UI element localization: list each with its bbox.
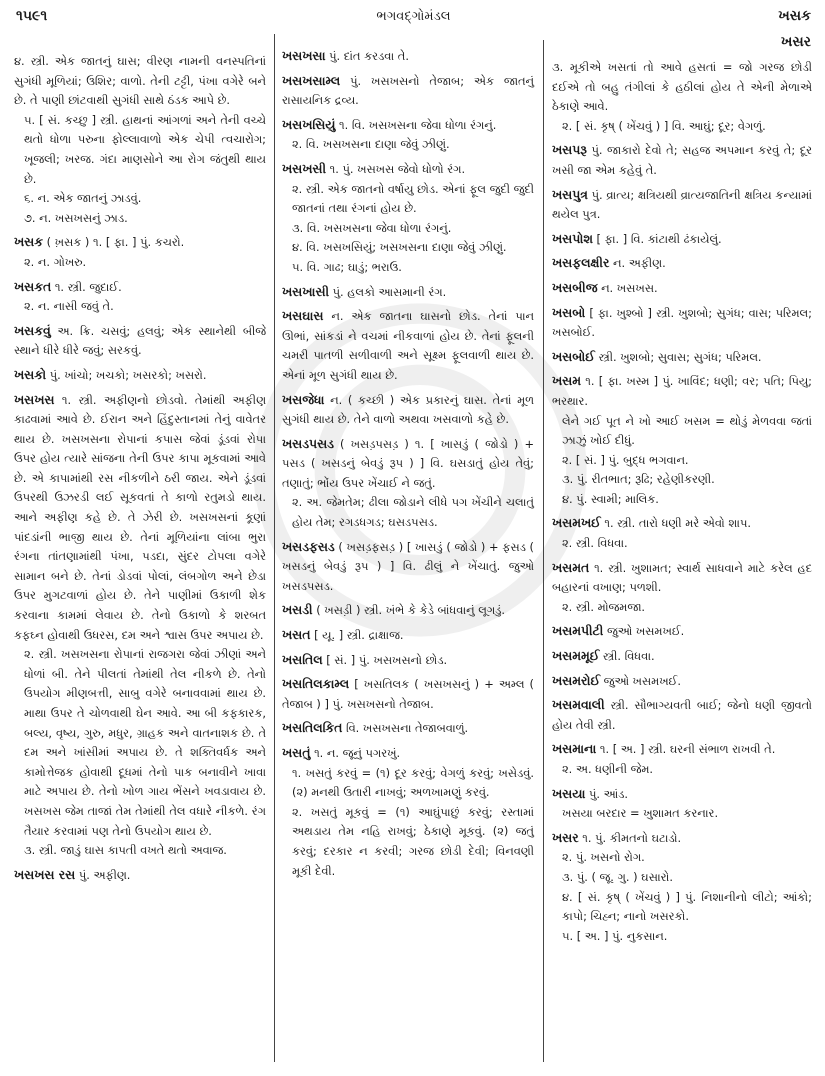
headword: ખસમવાલી <box>552 697 605 713</box>
headword: ખસડફસડ <box>282 538 335 554</box>
dictionary-entry <box>552 185 812 225</box>
dictionary-entry <box>14 865 266 886</box>
entry-definition <box>282 674 534 714</box>
headword: ખસપરૂ <box>552 142 587 158</box>
entry-sense <box>552 117 812 137</box>
entry-sense <box>282 803 534 881</box>
headword: ખસમરોઈ <box>552 672 601 688</box>
entry-definition <box>282 115 534 136</box>
headword: ખસઘાસ <box>282 308 324 324</box>
definition-text: [ ફા. ] વિ. કાંટાથી ઢંકાયેલું. <box>596 231 722 246</box>
headword: ખસપોશ <box>552 230 593 246</box>
dictionary-entry <box>282 390 534 430</box>
dictionary-entry <box>282 718 534 739</box>
dictionary-entry <box>282 71 534 111</box>
entry-sense <box>282 764 534 803</box>
definition-text: ૨. ન. નાસી જવું તે. <box>24 299 114 314</box>
entry-sense <box>552 490 812 510</box>
entry-definition <box>552 621 812 642</box>
headword: ખસતિલકામ્લ <box>282 676 350 692</box>
definition-text: ૨. ખસતું મૂકવું = (૧) આઘુંપાછું કરવું; રસ્તામાં અથડાય તેમ નહિ રાખવું; ઠેકાણે મૂકવું. (૨) જતું કરવું; દરકાર ન કરવી; ગરજ છોડી દેવી; વિનવણી મૂકી દેવી. <box>292 804 534 878</box>
definition-text: ૧. સ્ત્રી. અફીણનો છોડવો. તેમાંથી અફીણ કાઢવામાં આવે છે. ઈરાન અને હિંદુસ્તાનમાં તેનું વાવેતર થાય છે. ખસખસના રોપાનાં કપાસ જેવાં ડૂંડવાં રોપા ઉપર હોય ત્યારે સાંજના તેની ઉપર કાપા મૂકવામાં આવે છે. એ કાપામાંથી રસ નીકળીને ઠરી જાય. એને ડૂંડવાં ઉપરથી ઉઝરડી લઈ સૂકવતાં તે કાળો રતુમડો થાય. આને અફીણ કહે છે. તે ઝેરી છે. ખસખસનાં કૂણાં પાંદડાંની ભાજી થાય છે. તેનાં મૂળિયાંના લાંબા ભુરા રંગના તાંતણામાંથી પંખા, પડદા, સુંદર ટોપલા વગેરે સામાન બને છે. તેનાં ડોડવાં પોલાં, લંબગોળ અને છેડા ઉપર મુગટવાળાં હોય છે. તેને પાણીમાં ઉકાળી શેક કરવાના કામમાં લેવાય છે. તેનો ઉકાળો કે શરબત કફઘ્ન હોવાથી ઉધરસ, દમ અને શ્વાસ ઉપર અપાય છે. <box>14 392 266 642</box>
headword: ખસકો <box>14 366 47 382</box>
dictionary-entry <box>552 558 812 618</box>
definition-text: ૫. [ અ. ] પું. નુકસાન. <box>562 928 668 943</box>
definition-text: પું. અફીણ. <box>78 867 131 882</box>
entry-sense <box>282 180 534 219</box>
dictionary-entry <box>14 390 266 861</box>
dictionary-entry <box>282 46 534 67</box>
entry-definition <box>552 558 812 598</box>
entry-definition <box>282 537 534 597</box>
entry-definition <box>552 695 812 735</box>
dictionary-entry <box>282 434 534 533</box>
headword: ખસતિલકિત <box>282 720 343 736</box>
page-header <box>16 6 811 26</box>
entry-definition <box>14 365 266 386</box>
entry-sense <box>552 848 812 868</box>
entry-definition <box>14 52 266 111</box>
entry-definition <box>14 321 266 361</box>
definition-text: ૧. ખસતું કરવું = (૧) દૂર કરવું; વેગળું કરવું; ખસેડવું. (૨) મનથી ઉતારી નાખવું; અળખામણું કરવું. <box>292 765 534 800</box>
dictionary-entry <box>282 282 534 303</box>
entry-sense <box>282 493 534 532</box>
headword: ખસયા <box>552 785 586 801</box>
entry-sense <box>552 868 812 888</box>
headword: ખસપુત્ર <box>552 186 588 202</box>
entry-definition <box>552 739 812 760</box>
entry-definition <box>552 371 812 411</box>
column-divider <box>274 34 275 1062</box>
definition-text: ૨. સ્ત્રી. ખસખસના રોપાનાં રાજગરા જેવાં ઝીણાં અને ધોળાં બી. તેને પીલતાં તેમાંથી તેલ નીકળે છે. તેનો ઉપયોગ મીણબત્તી, સાબુ વગેરે બનાવવામાં થાય છે. માથા ઉપર તે ચોળવાથી ઘેન આવે. આ બી કફકારક, બલ્ય, વૃષ્ય, ગુરુ, મધુર, ગ્રાહક અને વાતનાશક છે. તે દમ અને ખાંસીમાં અપાય છે. તે શક્તિવર્ધક અને કામોત્તેજક હોવાથી દૂધમાં તેનો પાક બનાવીને ખાવા માટે અપાય છે. તેનો ખોળ ગાય ભેંસને ખવડાવાય છે. ખસખસ જેમ તાજાં તેમ તેમાંથી તેલ વધારે નીકળે. રંગ તૈયાર કરવામાં પણ તેનો ઉપયોગ થાય છે. <box>24 647 266 838</box>
entry-definition <box>552 229 812 250</box>
guide-word-start: ખસક <box>778 8 811 24</box>
definition-text: પું. વ્રાત્ય; ક્ષત્રિયથી વ્રાત્યજાતિની ક્ષત્રિય કન્યામાં થયેલ પુત્ર. <box>552 187 812 222</box>
definition-text: ૨. અ. જેમતેમ; ઢીલા જોડાને લીધે પગ ખેંચીને ચલાતું હોય તેમ; રગડધગડ; ઘસડપસડ. <box>292 495 534 530</box>
entry-sense <box>552 927 812 947</box>
headword: ખસજેધા <box>282 391 325 407</box>
entry-definition <box>14 277 266 298</box>
dictionary-entry <box>552 513 812 553</box>
definition-text: સ્ત્રી. વિધવા. <box>602 649 655 664</box>
definition-text: પું. આંડ. <box>589 786 629 801</box>
definition-text: ૫. વિ. ગાઢ; ઘાડું; ભરાઉ. <box>292 259 402 274</box>
entry-definition <box>552 646 812 667</box>
definition-text: ૨. સ્ત્રી. વિધવા. <box>562 536 628 551</box>
headword: ખસમ <box>552 373 581 389</box>
dictionary-entry <box>552 784 812 824</box>
column-divider <box>543 40 544 1062</box>
definition-text: ૩. મૂકીએ ખસતાં તો આવે હસતાં = જો ગરજ છોડી દઈએ તો બહુ તંગીલાં કે હઠીલાં હોય તે એની મેળાએ ઠેકાણે આવે. <box>552 60 812 114</box>
entry-sense <box>14 841 266 861</box>
entry-sense <box>282 135 534 155</box>
dictionary-entry <box>282 743 534 881</box>
dictionary-entry <box>552 229 812 250</box>
headword: ખસફલક્ષીર <box>552 255 610 271</box>
entry-definition <box>282 71 534 111</box>
headword: ખસત <box>282 627 311 643</box>
definition-text: લેને ગઈ પૂત ને ખો આઈ ખસમ = થોડું મેળવવા જતાં ઝાઝું ખોઈ દીધું. <box>562 413 812 448</box>
guide-word-end: ખસર <box>780 34 811 50</box>
definition-text: અ. ક્રિ. ચસવું; હલવું; એક સ્થાનેથી બીજે સ્થાને ધીરે ધીરે જવું; સરકવું. <box>14 323 267 358</box>
dictionary-entry <box>552 347 812 368</box>
headword: ખસખસામ્લ <box>282 72 341 88</box>
definition-text: ૨. [ સં. ] પું. બુદ્ધ ભગવાન. <box>562 452 689 467</box>
entry-sense <box>552 534 812 554</box>
definition-text: ૪. સ્ત્રી. એક જાતનું ઘાસ; વીરણ નામની વનસ્પતિનાં સુગંધી મૂળિયાં; ઉશિર; વાળો. તેની ટટ્ટી, પંખા વગેરે બને છે. તે પાણી છાંટવાથી સુગંધી સાથે ઠંડક આપે છે. <box>14 54 266 108</box>
definition-text: ૨. અ. ધણીની જેમ. <box>562 762 654 776</box>
dictionary-entry <box>282 600 534 621</box>
definition-text: ૩. સ્ત્રી. જાડું ઘાસ કાપતી વખતે થતો અવાજ. <box>24 843 227 858</box>
headword: ખસડી <box>282 602 313 618</box>
entry-definition <box>14 232 266 253</box>
headword: ખસખસ <box>14 391 55 407</box>
dictionary-entry <box>552 695 812 735</box>
entry-definition <box>552 513 812 534</box>
definition-text: ૩. પું. રીતભાત; રૂઢિ; રહેણીકરણી. <box>562 472 715 487</box>
dictionary-entry <box>552 140 812 180</box>
entry-definition <box>282 434 534 494</box>
entry-definition <box>282 600 534 621</box>
entry-definition <box>282 282 534 303</box>
definition-text: ૨. વિ. ખસખસના દાણા જેવું ઝીણું. <box>292 137 450 152</box>
definition-text: પું. ખસખસનો તેજાબ; એક જાતનું રાસાયનિક દ્રવ્ય. <box>282 73 534 108</box>
entry-definition <box>282 743 534 764</box>
dictionary-entry <box>282 115 534 155</box>
definition-text: ન. ખસખસ. <box>601 280 658 295</box>
headword: ખસર <box>552 829 579 845</box>
entry-definition <box>282 718 534 739</box>
definition-text: ૫. [ સં. કચ્છુ ] સ્ત્રી. હાથનાં આંગળાં અને તેની વચ્ચે થતો ધોળા પરુના ફોલ્લાવાળો એક ચેપી ત્વચારોગ; ખૂજલી; ખરજ. ગંદા માણસોને આ રોગ જંતુથી થાય છે. <box>24 112 266 186</box>
definition-text: ખસયા બરદાર = ખુશામત કરનાર. <box>562 806 719 821</box>
dictionary-entry <box>552 253 812 274</box>
entry-sense <box>552 760 812 780</box>
entry-definition <box>552 347 812 368</box>
entry-definition <box>552 671 812 692</box>
page-number: ૧૫૯૧ <box>16 8 48 24</box>
dictionary-entry <box>282 159 534 278</box>
entry-sense <box>14 189 266 209</box>
headword: ખસતું <box>282 745 311 760</box>
definition-text: ૨. [ સં. કૃષ્ ( ખેંચવું ) ] વિ. આઘું; દૂર; વેગળું. <box>562 118 766 133</box>
definition-text: ૧. [ ફા. ખસ્મ ] પું. ખાવિંદ; ધણી; વર; પતિ; પિયુ; ભરથાર. <box>552 374 813 408</box>
entry-sense <box>14 645 266 841</box>
book-title: ભગવદ્ગોમંડલ <box>376 8 451 24</box>
definition-text: ૪. [ સં. કૃષ્ ( ખેંચવું ) ] પું. નિશાનીનો લીટો; આંકો; કાપો; ચિહ્ન; નાનો ખસરકો. <box>562 889 812 924</box>
headword: ખસબોઈ <box>552 348 595 364</box>
definition-text: જુઓ ખસમખઈ. <box>606 624 685 639</box>
dictionary-entry <box>14 277 266 317</box>
entry-definition <box>552 828 812 849</box>
definition-text: ૨. સ્ત્રી. મોજમજા. <box>562 599 646 614</box>
entry-sense <box>14 111 266 189</box>
dictionary-entry <box>552 621 812 642</box>
entry-definition <box>282 390 534 430</box>
entry-definition <box>282 306 534 385</box>
headword: ખસબીજ <box>552 279 598 295</box>
entry-definition <box>14 865 266 886</box>
definition-text: પું. દાંત કરડવા તે. <box>329 49 409 63</box>
definition-text: ૬. ન. એક જાતનું ઝાડવું. <box>24 191 142 206</box>
definition-text: ૭. ન. ખસખસનું ઝાડ. <box>24 210 128 225</box>
definition-text: [ ખસતિલક ( ખસખસનું ) + અમ્લ ( તેજાબ ) ] પું. ખસખસનો તેજાબ. <box>282 677 535 711</box>
dictionary-entry <box>14 52 266 228</box>
entry-definition <box>552 58 812 117</box>
definition-text: સ્ત્રી. સૌભાગ્યવતી બાઈ; જેનો ધણી જીવતો હોય તેવી સ્ત્રી. <box>552 698 812 732</box>
entry-definition <box>14 390 266 646</box>
dictionary-entry <box>282 625 534 646</box>
entry-definition <box>552 253 812 274</box>
entry-sense <box>282 219 534 239</box>
headword: ખસતિલ <box>282 651 323 667</box>
headword: ખસખસિયું <box>282 116 336 132</box>
entry-definition <box>552 140 812 180</box>
definition-text: ૧. વિ. ખસખસના જેવા ધોળા રંગનું. <box>339 117 497 132</box>
definition-text: ૧. ન. જૂનું પગરખું. <box>314 746 401 760</box>
dictionary-entry <box>282 537 534 597</box>
entry-definition <box>552 303 812 343</box>
definition-text: ૨. પું. ખસનો રોગ. <box>562 850 645 865</box>
definition-text: પું. જાકારો દેવો તે; સહજ અપમાન કરવું તે; દૂર ખસી જા એમ કહેવું તે. <box>552 143 812 177</box>
definition-text: ૨. સ્ત્રી. એક જાતનો વર્ષાયુ છોડ. એનાં ફૂલ જુદી જુદી જાતનાં તથા રંગનાં હોય છે. <box>292 181 534 216</box>
entry-definition <box>282 650 534 671</box>
headword: ખસમપીટી <box>552 623 604 639</box>
entry-definition <box>282 46 534 67</box>
definition-text: ન. ( કચ્છી ) એક પ્રકારનું ઘાસ. તેનાં મૂળ સુગંધી થાય છે. તેને વાળો અથવા ખસવાળો કહે છે. <box>282 392 534 427</box>
dictionary-entry <box>552 828 812 947</box>
entry-sense <box>14 253 266 273</box>
definition-text: ( ખસડ઼ી ) સ્ત્રી. ખંભે કે કેડે બાંધવાનું લૂગડું. <box>316 603 506 618</box>
headword: ખસકત <box>14 278 52 294</box>
dictionary-entry <box>552 671 812 692</box>
column-1 <box>14 52 266 889</box>
entry-sense <box>14 297 266 317</box>
definition-text: પું. ખાંચો; ખચકો; ખસરકો; ખસરો. <box>49 367 207 382</box>
headword: ખસક <box>14 234 43 250</box>
dictionary-entry <box>282 306 534 385</box>
definition-text: ( ખસડ઼ફસડ઼ ) [ ખાસડું ( જોડો ) + ફસડ ( ખસડનું બેવડું રૂપ ) ] વિ. ઢીલું ને ખેંચાતું. જુઓ ખસડપસડ. <box>282 539 535 593</box>
definition-text: [ યૂ. ] સ્ત્રી. દ્રાક્ષાજ. <box>314 628 404 643</box>
column-2 <box>282 46 534 885</box>
dictionary-entry <box>552 278 812 299</box>
dictionary-entry <box>14 232 266 272</box>
definition-text: ૧. સ્ત્રી. જુદાઈ. <box>54 279 122 294</box>
dictionary-entry <box>14 321 266 361</box>
headword: ખસમત <box>552 559 590 575</box>
entry-definition <box>552 784 812 805</box>
definition-text: વિ. ખસખસના તેજાબવાળું. <box>346 721 469 736</box>
column-3 <box>552 58 812 950</box>
headword: ખસબો <box>552 304 586 320</box>
definition-text: સ્ત્રી. ખુશબો; સુવાસ; સુગંધ; પરિમલ. <box>598 349 762 364</box>
dictionary-entry <box>14 365 266 386</box>
headword: ખસમખઈ <box>552 515 601 531</box>
headword: ખસમમૂઈ <box>552 648 600 664</box>
definition-text: ૧. પું. કીમતનો ઘટાડો. <box>582 830 682 845</box>
definition-text: ( ખસડ઼પસડ઼ ) ૧. [ ખાસડું ( જોડો ) + પસડ ( ખસડનું બેવડું રૂપ ) ] વિ. ઘસડાતું હોય તેવું; તણાતું; ભોંય ઉપર ખેંચાઈ ને જતું. <box>282 436 534 490</box>
definition-text: ૪. વિ. ખસખસિયું; ખસખસના દાણા જેવું ઝીણું. <box>292 240 507 255</box>
dictionary-entry <box>552 303 812 343</box>
definition-text: ૧. પું. ખસખસ જેવો ધોળો રંગ. <box>329 161 466 176</box>
definition-text: પું. હલકો આસમાની રંગ. <box>332 284 447 299</box>
headword: ખસખસા <box>282 48 326 63</box>
definition-text: ૨. ન. ગોખરુ. <box>24 254 87 269</box>
entry-sense <box>282 238 534 258</box>
entry-sense <box>552 888 812 927</box>
dictionary-entry <box>282 650 534 671</box>
entry-sense <box>552 804 812 824</box>
definition-text: જુઓ ખસમખઈ. <box>603 673 681 688</box>
definition-text: ૧. [ અ. ] સ્ત્રી. ઘરની સંભાળ રાખવી તે. <box>599 742 776 757</box>
entry-sense <box>552 470 812 490</box>
definition-text: ૩. પું. ( જૂ. ગુ. ) ઘસારો. <box>562 869 673 884</box>
definition-text: ૩. વિ. ખસખસના જેવા ધોળા રંગનું. <box>292 220 452 235</box>
dictionary-entry <box>282 674 534 714</box>
headword: ખસકવું <box>14 322 51 338</box>
headword: ખસમાના <box>552 741 597 757</box>
entry-sense <box>552 451 812 471</box>
headword: ખસખાસી <box>282 283 330 299</box>
entry-definition <box>282 625 534 646</box>
dictionary-entry <box>552 646 812 667</box>
definition-text: ૪. પું. સ્વામી; માલિક. <box>562 491 659 506</box>
definition-text: ( ખ઼સક ) ૧. [ ફા. ] પું. કચરો. <box>46 235 185 250</box>
definition-text: [ સં. ] પું. ખસખસનો છોડ. <box>326 652 448 667</box>
definition-text: ન. અફીણ. <box>613 256 666 271</box>
definition-text: ૧. સ્ત્રી. તારો ધણી મરે એવો શાપ. <box>604 516 751 531</box>
definition-text: [ ફા. ખુશ્બો ] સ્ત્રી. ખુશબો; સુગંધ; વાસ; પરિમલ; ખસબોઈ. <box>552 305 813 340</box>
dictionary-entry <box>552 371 812 509</box>
headword: ખસખસી <box>282 160 326 176</box>
entry-sense <box>14 209 266 229</box>
entry-sense <box>282 258 534 278</box>
entry-sense <box>552 598 812 618</box>
definition-text: ૧. સ્ત્રી. ખુશામત; સ્વાર્થ સાધવાને માટે કરેલ હદ બહારનાં વખાણ; પળશી. <box>552 560 812 595</box>
entry-definition <box>552 185 812 225</box>
headword: ખસખસ રસ <box>14 866 76 882</box>
dictionary-entry <box>552 58 812 136</box>
dictionary-entry <box>552 739 812 779</box>
entry-sense <box>552 412 812 451</box>
entry-definition <box>552 278 812 299</box>
headword: ખસડપસડ <box>282 435 334 451</box>
definition-text: ન. એક જાતના ઘાસનો છોડ. તેનાં પાન ઊભાં, સાંકડાં ને વચમાં નીકવાળાં હોય છે. તેનાં ફૂલની ચમરી પાતળી સળીવાળી અને સૂક્ષ્મ ફૂલવાળી થાય છે. એનાં મૂળ સુગંધી થાય છે. <box>282 309 534 382</box>
entry-definition <box>282 159 534 180</box>
